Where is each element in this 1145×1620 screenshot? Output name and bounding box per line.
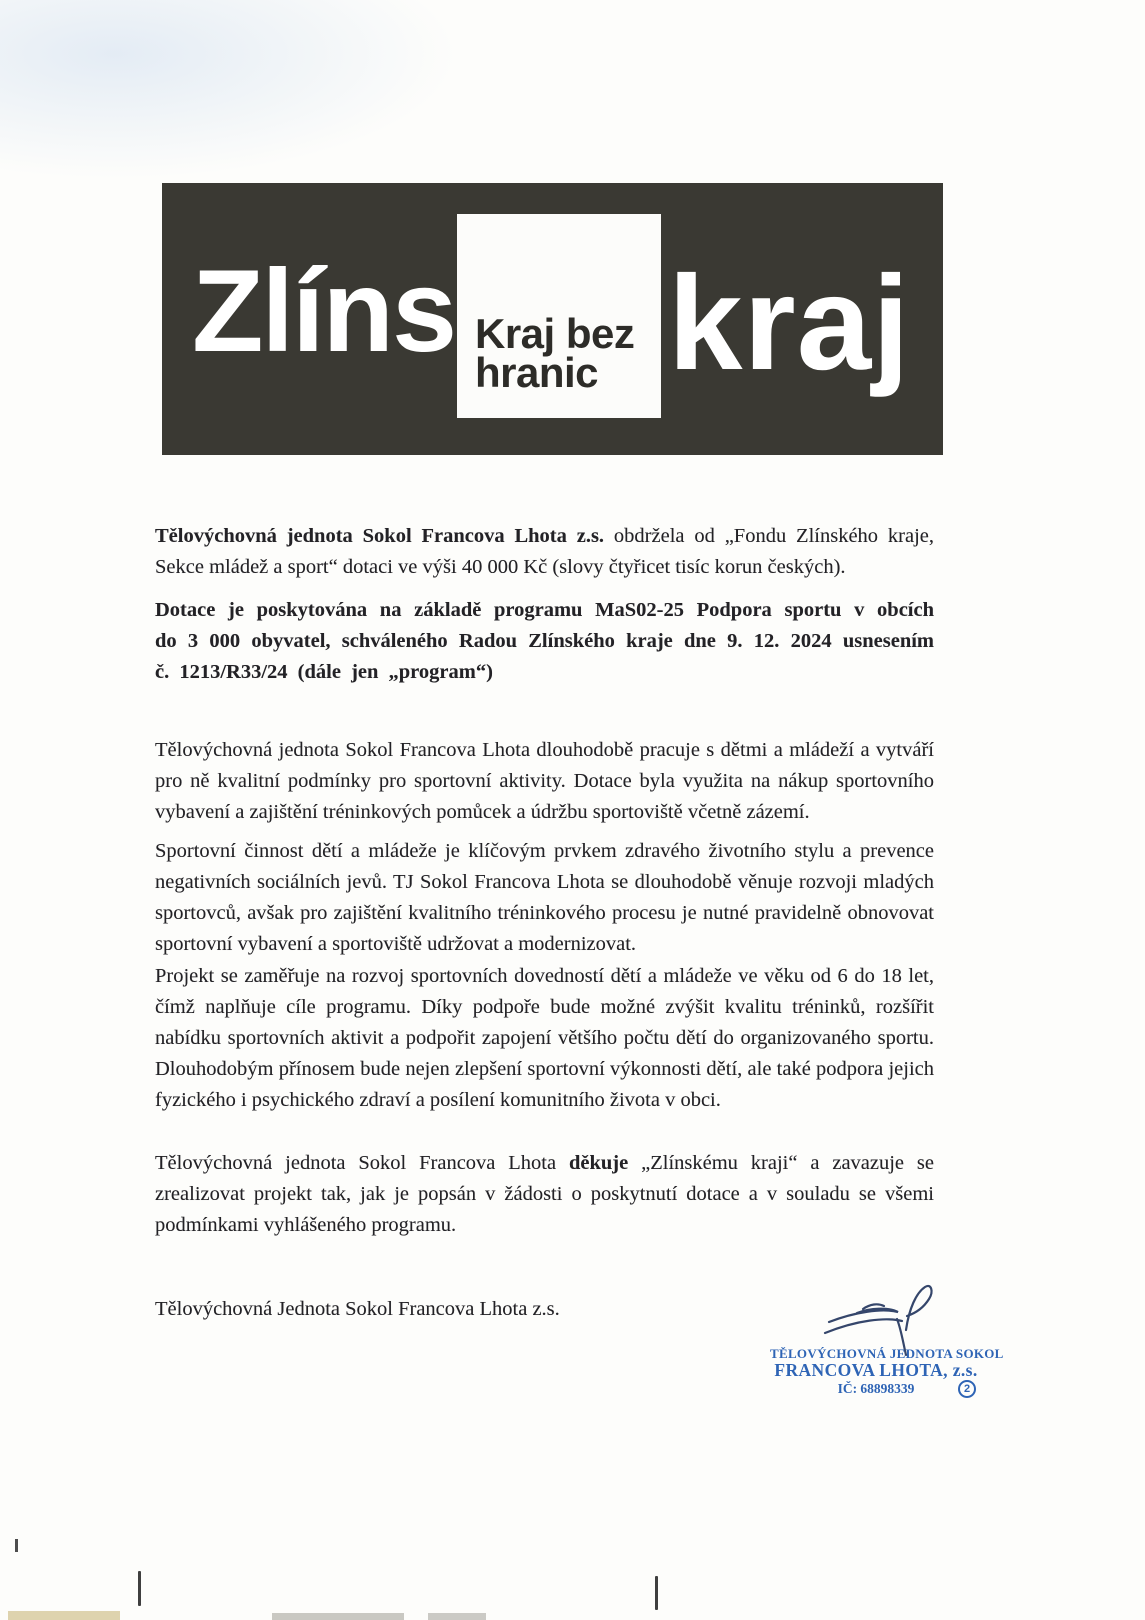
stamp-ic-number: IČ: 68898339 xyxy=(837,1381,915,1396)
logo-claim-line1: Kraj bez xyxy=(475,310,635,357)
paragraph-grant-received-rest: obdržela od „Fondu Zlínského kraje, Sekce mládež a sport“ dotaci ve výši 40 000 Kč (slovy čtyřicet tisíc korun českých). xyxy=(155,525,934,578)
paragraph-project-goals: Projekt se zaměřuje na rozvoj sportovních dovedností dětí a mládeže ve věku od 6 do 18 let, čímž naplňuje cíle programu. Díky podpoře bude možné zvýšit kvalitu tréninků, rozšířit nabídku sportovních aktivit a podpořit zapojení většího počtu dětí do organizovaného sportu. Dlouhodobým přínosem bude nejen zlepšení sportovní výkonnosti dětí, ale také podpora jejich fyzického i psychického zdraví a posílení komunitního života v obci. xyxy=(155,965,934,1111)
scan-tint-artifact xyxy=(0,0,460,180)
thanks-bold-word: děkuje xyxy=(569,1152,629,1174)
zlinsky-kraj-logo xyxy=(162,183,943,455)
scan-artifact-strip-tan xyxy=(8,1611,120,1620)
scan-artifact-tick xyxy=(15,1539,18,1552)
logo-text-kraj: kraj xyxy=(668,249,911,398)
paragraph-thanks-before: Tělovýchovná jednota Sokol Francova Lhota xyxy=(155,1152,569,1174)
paragraph-thanks-after: „Zlínskému kraji“ a zavazuje se zrealizovat projekt tak, jak je popsán v žádosti o poskytnutí dotace a v souladu se všemi podmínkami vyhlášeného programu. xyxy=(155,1152,934,1236)
logo-claim-line2: hranic xyxy=(475,349,599,396)
scan-artifact-strip-gray2 xyxy=(428,1613,486,1620)
paragraph-program-info: Dotace je poskytována na základě programu MaS02-25 Podpora sportu v obcích do 3 000 obyvatel, schváleného Radou Zlínského kraje dne 9. 12. 2024 usnesením č. 1213/R33/24 (dále jen „program“) xyxy=(155,599,934,683)
paragraph-grant-received xyxy=(155,521,934,583)
org-stamp xyxy=(770,1346,1004,1397)
paragraph-usage: Tělovýchovná jednota Sokol Francova Lhota dlouhodobě pracuje s dětmi a mládeží a vytváří pro ně kvalitní podmínky pro sportovní aktivity. Dotace byla využita na nákup sportovního vybavení a zajištění tréninkových pomůcek a údržbu sportoviště včetně zázemí. xyxy=(155,739,934,823)
stamp-org-line2: FRANCOVA LHOTA, z.s. xyxy=(774,1360,978,1380)
scan-artifact-line-left xyxy=(138,1571,141,1606)
scan-artifact-line-center xyxy=(655,1576,658,1610)
paragraph-sport-importance: Sportovní činnost dětí a mládeže je klíčovým prvkem zdravého životního stylu a prevence negativních sociálních jevů. TJ Sokol Francova Lhota se dlouhodobě věnuje rozvoji mladých sportovců, avšak pro zajištění kvalitního tréninkového procesu je nutné pravidelně obnovovat sportovní vybavení a sportoviště udržovat a modernizovat. xyxy=(155,840,934,955)
logo-claim-text xyxy=(475,310,635,396)
scan-artifact-strip-gray1 xyxy=(272,1613,404,1620)
stamp-ic-line xyxy=(770,1380,982,1397)
stamp-badge-2-icon: 2 xyxy=(958,1380,976,1398)
logo-claim-box xyxy=(457,214,661,418)
org-name-bold: Tělovýchovná jednota Sokol Francova Lhota z.s. xyxy=(155,525,605,547)
paragraph-thanks xyxy=(155,1148,934,1241)
closing-org-name: Tělovýchovná Jednota Sokol Francova Lhota z.s. xyxy=(155,1298,560,1320)
stamp-org-line1: TĚLOVÝCHOVNÁ JEDNOTA SOKOL xyxy=(770,1346,1004,1361)
logo-text-zlins: Zlíns xyxy=(192,245,456,376)
